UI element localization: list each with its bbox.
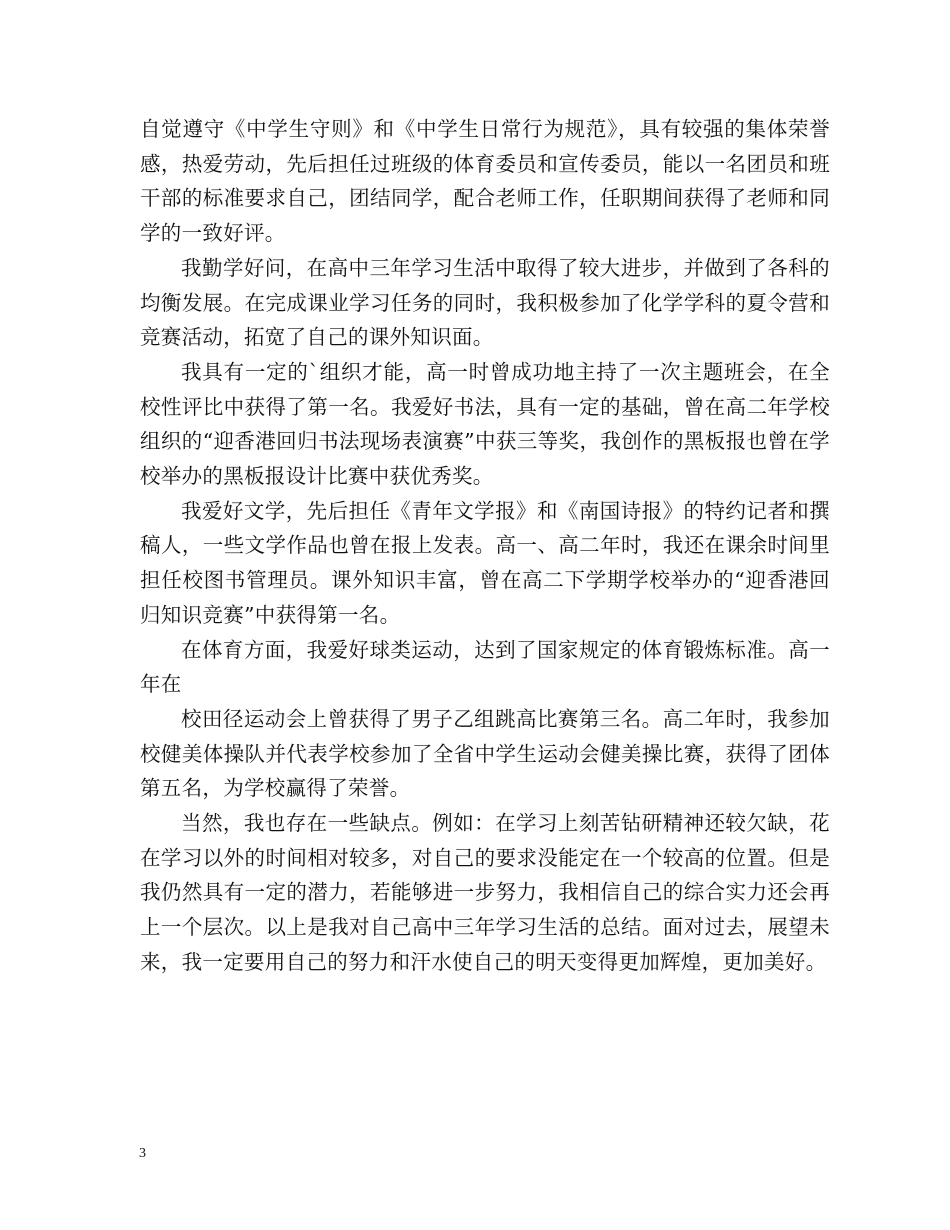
paragraph-7: 当然，我也存在一些缺点。例如：在学习上刻苦钻研精神还较欠缺，花在学习以外的时间相对较多，对自己的要求没能定在一个较高的位置。但是我仍然具有一定的潜力，若能够进一步努力，我相信自己的综合实力还会再上一个层次。以上是我对自己高中三年学习生活的总结。面对过去，展望未来，我一定要用自己的努力和汗水使自己的明天变得更加辉煌，更加美好。 bbox=[140, 811, 830, 974]
paragraph-2: 我勤学好问，在高中三年学习生活中取得了较大进步，并做到了各科的均衡发展。在完成课业学习任务的同时，我积极参加了化学学科的夏令营和竞赛活动，拓宽了自己的课外知识面。 bbox=[140, 255, 830, 350]
paragraph-4: 我爱好文学，先后担任《青年文学报》和《南国诗报》的特约记者和撰稿人，一些文学作品也曾在报上发表。高一、高二年时，我还在课余时间里担任校图书管理员。课外知识丰富，曾在高二下学期学校举办的“迎香港回归知识竞赛”中获得第一名。 bbox=[140, 498, 830, 627]
document-body bbox=[140, 112, 830, 980]
page-number: 3 bbox=[139, 1146, 146, 1161]
paragraph-1: 自觉遵守《中学生守则》和《中学生日常行为规范》，具有较强的集体荣誉感，热爱劳动，先后担任过班级的体育委员和宣传委员，能以一名团员和班干部的标准要求自己，团结同学，配合老师工作，任职期间获得了老师和同学的一致好评。 bbox=[140, 117, 830, 246]
paragraph-5: 在体育方面，我爱好球类运动，达到了国家规定的体育锻炼标准。高一年在 bbox=[140, 637, 830, 697]
paragraph-3: 我具有一定的`组织才能，高一时曾成功地主持了一次主题班会，在全校性评比中获得了第一名。我爱好书法，具有一定的基础，曾在高二年学校组织的“迎香港回归书法现场表演赛”中获三等奖，我创作的黑板报也曾在学校举办的黑板报设计比赛中获优秀奖。 bbox=[140, 359, 830, 489]
paragraph-6: 校田径运动会上曾获得了男子乙组跳高比赛第三名。高二年时，我参加校健美体操队并代表学校参加了全省中学生运动会健美操比赛，获得了团体第五名，为学校赢得了荣誉。 bbox=[140, 706, 830, 801]
